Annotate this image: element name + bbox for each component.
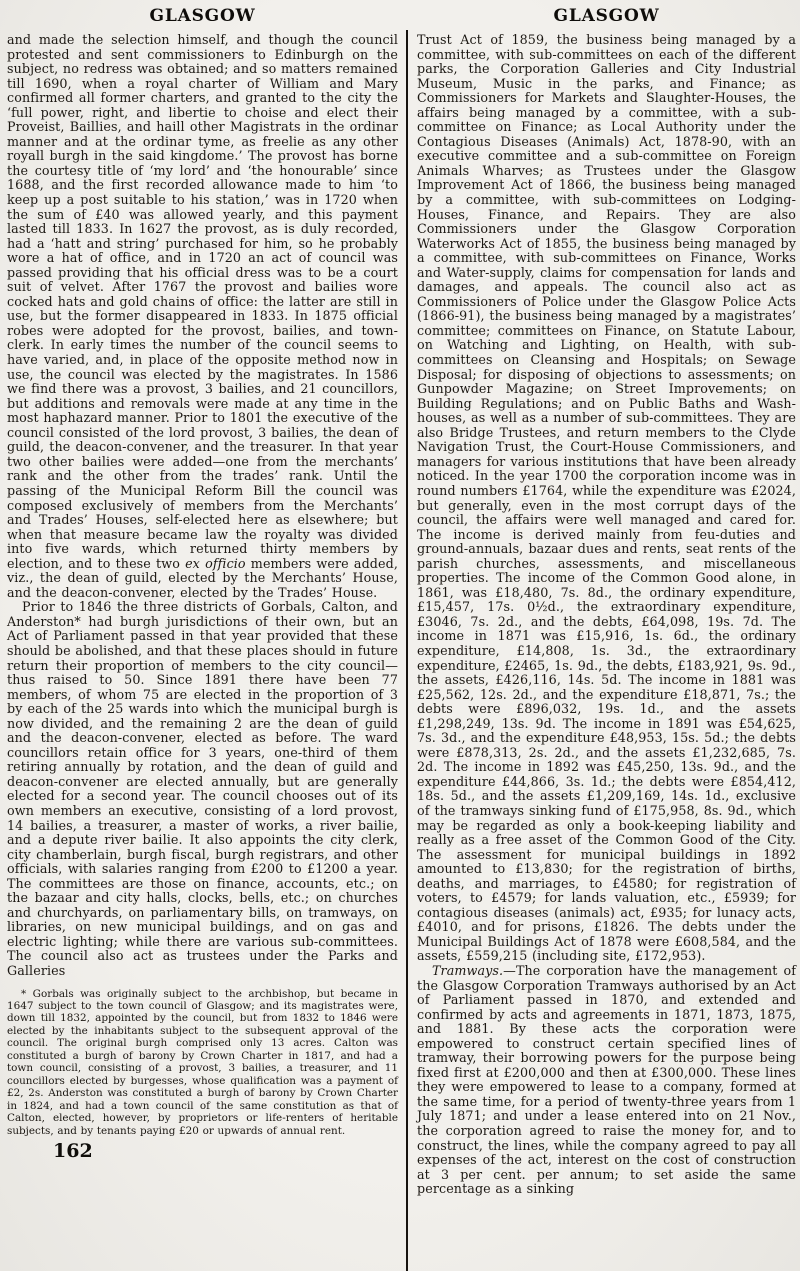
body-paragraph — [417, 964, 796, 1197]
footnote: * Gorbals was originally subject to the archbishop, but became in 1647 subject to the town council of Glasgow; and its magistrates were, down till 1832, appointed by the council, but from 1832 to 1846 were elected by the inhabitants subject to the subsequent approval of the council. The original burgh comprised only 13 acres. Calton was constituted a burgh of barony by Crown Charter in 1817, and had a town council, consisting of a provost, 3 bailies, a treasurer, and 11 councillors elected by burgesses, whose qualification was a payment of £2, 2s. Anderston was constituted a burgh of barony by Crown Charter in 1824, and had a town council of the same constitution as that of Calton, elected, however, by proprietors or life-renters of heritable subjects, and by tenants paying £20 or upwards of annual rent. — [7, 987, 398, 1137]
left-column — [7, 6, 398, 1162]
body-paragraph: Prior to 1846 the three districts of Gorbals, Calton, and Anderston* had burgh jurisdictions of their own, but an Act of Parliament passed in that year provided that these should be abolished, and that these places should in future return their proportion of members to the city council—thus raised to 50. Since 1891 there have been 77 members, of whom 75 are elected in the proportion of 3 by each of the 25 wards into which the municipal burgh is now divided, and the remaining 2 are the dean of guild and the deacon-convener, elected as before. The ward councillors retain office for 3 years, one-third of them retiring annually by rotation, and the dean of guild and deacon-convener are elected annually, but are generally elected for a second year. The council chooses out of its own members an executive, consisting of a lord provost, 14 bailies, a treasurer, a master of works, a river bailie, and a depute river bailie. It also appoints the city clerk, city chamberlain, burgh fiscal, burgh registrars, and other officials, with salaries ranging from £200 to £1200 a year. The committees are those on finance, accounts, etc.; on the bazaar and city halls, clocks, bells, etc.; on churches and churchyards, on parliamentary bills, on tramways, on libraries, on new municipal buildings, and on gas and electric lighting; while there are various sub-committees. The council also act as trustees under the Parks and Galleries — [7, 599, 398, 978]
page-number: 162 — [53, 1139, 93, 1162]
latin-phrase: ex officio — [185, 555, 246, 571]
paragraph-text: and made the selection himself, and though the council protested and sent commissioners to Edinburgh on the subject, no redress was obtained; and so matters remained till 1690, when a royal charter of William and Mary confirmed all former charters, and granted to the city the ‘full power, right, and libertie to choise and elect their Proveist, Baillies, and haill other Magistrats in the ordinar manner and at the ordinar tyme, as freelie as any other royall burgh in the said kingdome.’ The provost has borne the courtesy title of ‘my lord’ and ‘the honourable’ since 1688, and the first recorded allowance made to him ‘to keep up a post suitable to his station,’ was in 1720 when the sum of £40 was allowed yearly, and this payment lasted till 1833. In 1627 the provost, as is duly recorded, had a ‘hatt and string’ purchased for him, so he probably wore a hat of office, and in 1720 an act of council was passed providing that his official dress was to be a court suit of velvet. After 1767 the provost and bailies wore cocked hats and gold chains of office: the latter are still in use, but the former disappeared in 1833. In 1875 official robes were adopted for the provost, bailies, and town-clerk. In early times the number of the council seems to have varied, and, in place of the opposite method now in use, the council was elected by the magistrates. In 1586 we find there was a provost, 3 bailies, and 21 councillors, but additions and removals were made at any time in the most haphazard manner. Prior to 1801 the executive of the council consisted of the lord provost, 3 bailies, the dean of guild, the deacon-convener, and the treasurer. In that year two other bailies were added—one from the merchants’ rank and the other from the trades’ rank. Until the passing of the Municipal Reform Bill the council was composed exclusively of members from the Merchants’ and Trades’ Houses, self-elected here as elsewhere; but when that measure became law the royalty was divided into five wards, which returned thirty members by election, and to these two — [7, 32, 398, 571]
right-column-text — [417, 33, 796, 1197]
paragraph-text: —The corporation have the management of the Glasgow Corporation Tramways authorised by an Act of Parliament passed in 1870, and extended and confirmed by acts and agreements in 1871, 1873, 1875, and 1881. By these acts the corporation were empowered to construct certain specified lines of tramway, their borrowing powers for the purpose being fixed first at £200,000 and then at £300,000. These lines they were empowered to lease to a company, formed at the same time, for a period of twenty-three years from 1 July 1871; and under a lease entered into on 21 Nov., the corporation agreed to raise the money for, and to construct, the lines, while the company agreed to pay all expenses of the act, interest on the cost of construction at 3 per cent. per annum; to set aside the same percentage as a sinking — [417, 963, 796, 1197]
body-paragraph: Trust Act of 1859, the business being managed by a committee, with sub-committees on each of the different parks, the Corporation Galleries and City Industrial Museum, Music in the parks, and Finance; as Commissioners for Markets and Slaughter-Houses, the affairs being managed by a committee, with a sub-committee on Finance; as Local Authority under the Contagious Diseases (Animals) Act, 1878-90, with an executive committee and a sub-committee on Foreign Animals Wharves; as Trustees under the Glasgow Improvement Act of 1866, the business being managed by a committee, with sub-committees on Lodging-Houses, Finance, and Repairs. They are also Commissioners under the Glasgow Corporation Waterworks Act of 1855, the business being managed by a committee, with sub-committees on Finance, Works and Water-supply, claims for compensation for lands and damages, and appeals. The council also act as Commissioners of Police under the Glasgow Police Acts (1866-91), the business being managed by a magistrates’ committee; committees on Finance, on Statute Labour, on Watching and Lighting, on Health, with sub-committees on Cleansing and Hospitals; on Sewage Disposal; for disposing of objections to assessments; on Gunpowder Magazine; on Street Improvements; on Building Regulations; and on Public Baths and Wash-houses, as well as a number of sub-committees. They are also Bridge Trustees, and return members to the Clyde Navigation Trust, the Court-House Commissioners, and managers for various institutions that have been already noticed. In the year 1700 the corporation income was in round numbers £1764, while the expenditure was £2024, but generally, even in the most corrupt days of the council, the affairs were well managed and cared for. The income is derived mainly from feu-duties and ground-annuals, bazaar dues and rents, seat rents of the parish churches, assessments, and miscellaneous properties. The income of the Common Good alone, in 1861, was £18,480, 7s. 8d., the ordinary expenditure, £15,457, 17s. 0½d., the extraordinary expenditure, £3046, 7s. 2d., and the debts, £64,098, 19s. 7d. The income in 1871 was £15,916, 1s. 6d., the ordinary expenditure, £14,808, 1s. 3d., the extraordinary expenditure, £2465, 1s. 9d., the debts, £183,921, 9s. 9d., the assets, £426,116, 14s. 5d. The income in 1881 was £25,562, 12s. 2d., and the expenditure £18,871, 7s.; the debts were £896,032, 19s. 1d., and the assets £1,298,249, 13s. 9d. The income in 1891 was £54,625, 7s. 3d., and the expenditure £48,953, 15s. 5d.; the debts were £878,313, 2s. 2d., and the assets £1,232,685, 7s. 2d. The income in 1892 was £45,250, 13s. 9d., and the expenditure £44,866, 3s. 1d.; the debts were £854,412, 18s. 5d., and the assets £1,209,169, 14s. 1d., exclusive of the tramways sinking fund of £175,958, 8s. 9d., which may be regarded as only a book-keeping liability and really as a free asset of the Common Good of the City. The assessment for municipal buildings in 1892 amounted to £13,830; for the registration of births, deaths, and marriages, to £4580; for registration of voters, to £4579; for lands valuation, etc., £5939; for contagious diseases (animals) act, £935; for lunacy acts, £4010, and for prisons, £1826. The debts under the Municipal Buildings Act of 1878 were £608,584, and the assets, £559,215 (including site, £172,953). — [417, 32, 796, 964]
right-column — [417, 6, 796, 1197]
paragraph-text: members were added, viz., the dean of guild, elected by the Merchants’ House, and the deacon-convener, elected by the Trades’ House. — [7, 555, 398, 600]
left-column-text — [7, 33, 398, 979]
running-head-left: GLASGOW — [149, 6, 256, 26]
running-head-right: GLASGOW — [553, 6, 660, 26]
body-paragraph — [7, 33, 398, 600]
column-divider-rule — [406, 30, 408, 1271]
tramways-heading: Tramways. — [432, 963, 504, 978]
